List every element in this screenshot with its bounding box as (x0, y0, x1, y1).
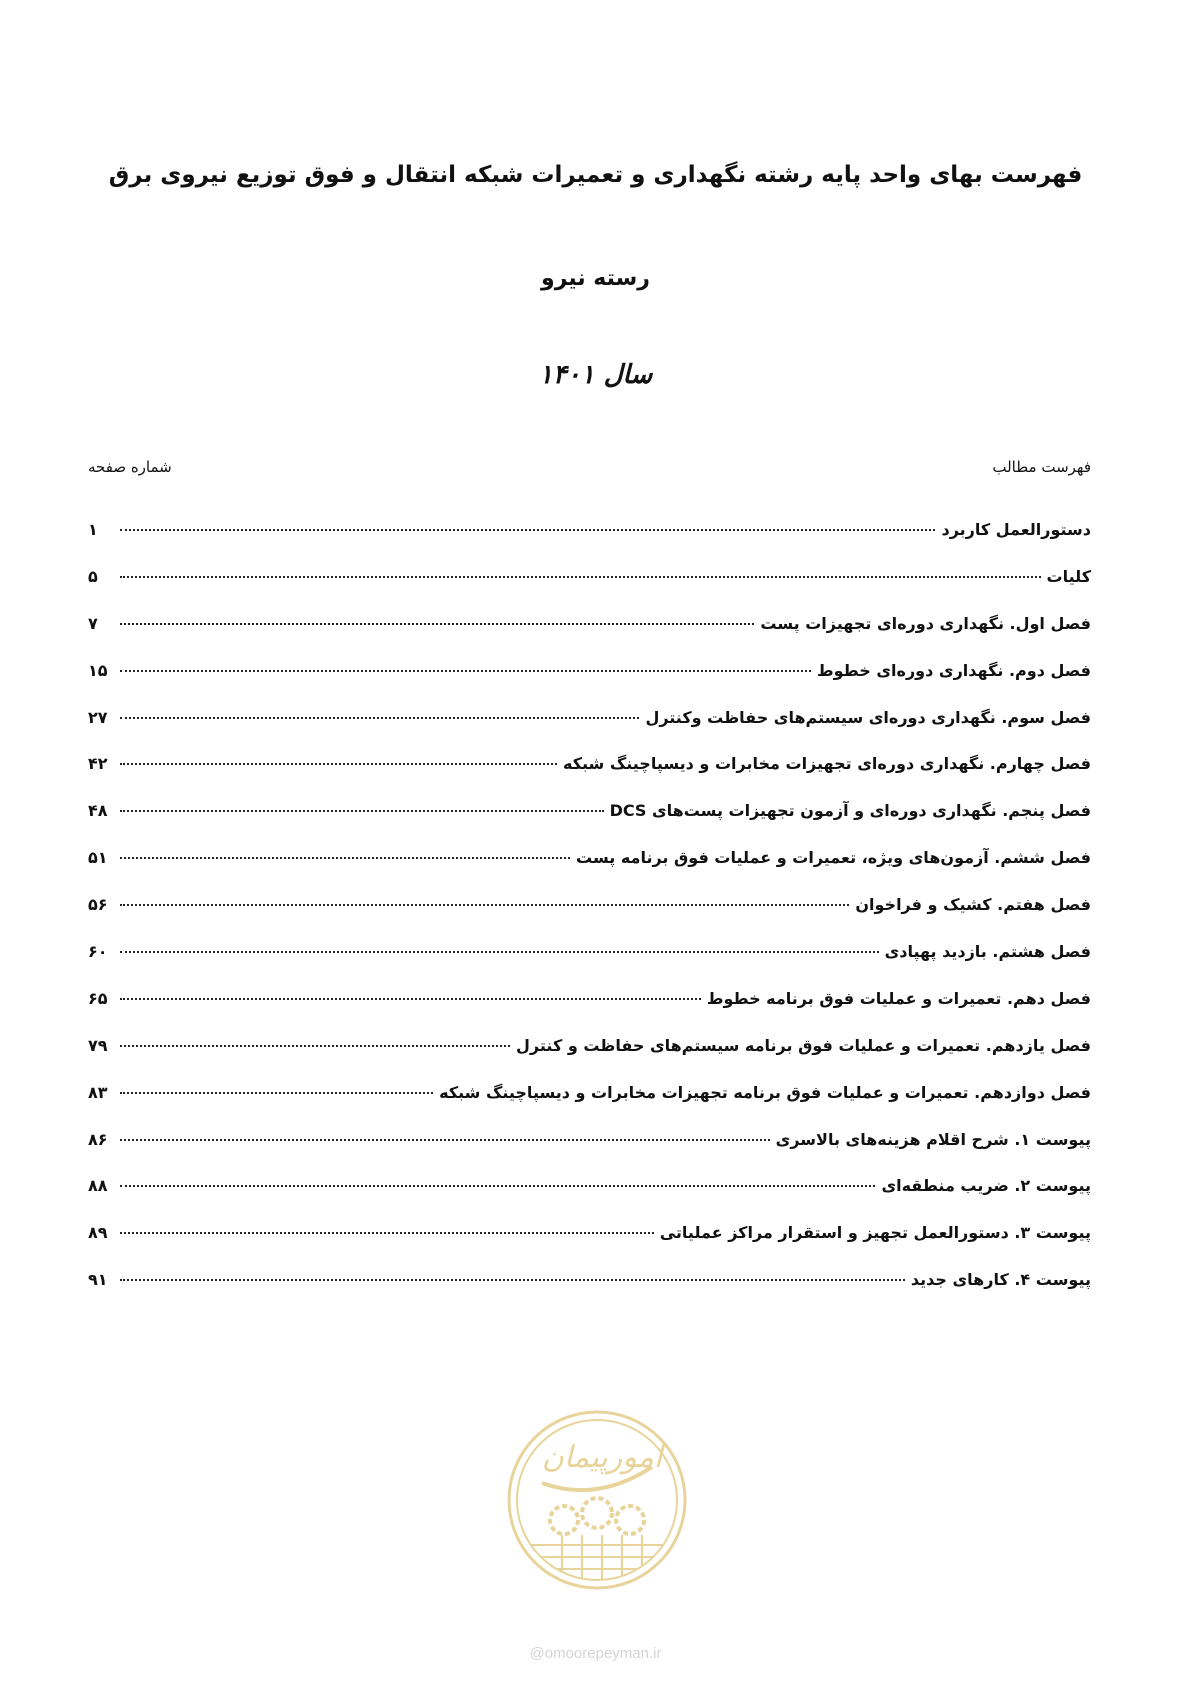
toc-entry-title: فصل پنجم. نگهداری دوره‌ای و آزمون تجهیزات پست‌های DCS (609, 801, 1091, 821)
toc-entry-page: ۱۵ (88, 660, 108, 680)
document-subtitle: رسته نیرو (541, 266, 650, 291)
toc-entry-page: ۲۷ (88, 707, 108, 727)
toc-entry-page: ۷۹ (88, 1035, 108, 1055)
toc-heading: فهرست مطالب (992, 458, 1091, 476)
toc-entry (88, 1176, 1091, 1223)
watermark-logo-text: امورپیمان (541, 1440, 663, 1475)
toc-entry-title: پیوست ۱. شرح اقلام هزینه‌های بالاسری (775, 1129, 1091, 1149)
toc-entry (88, 989, 1091, 1036)
toc-entry-page: ۸۸ (88, 1176, 108, 1196)
toc-entry (88, 1270, 1091, 1317)
toc-page-heading: شماره صفحه (88, 458, 172, 476)
toc-entry-title: دستورالعمل کاربرد (941, 520, 1091, 539)
toc-entry (88, 520, 1091, 567)
toc-dot-leader (120, 1045, 510, 1047)
toc-entry (88, 1083, 1091, 1130)
toc-dot-leader (120, 1279, 905, 1281)
toc-dot-leader (120, 670, 811, 672)
toc-entry-title: فصل هشتم. بازدید پهپادی (884, 942, 1091, 962)
toc-entry-page: ۸۳ (88, 1082, 108, 1102)
toc-entry-page: ۴۲ (88, 754, 108, 774)
toc-entry (88, 1036, 1091, 1083)
toc-entry-title: فصل اول. نگهداری دوره‌ای تجهیزات پست (760, 613, 1091, 633)
toc-dot-leader (120, 1092, 433, 1094)
toc-entry-title: فصل سوم. نگهداری دوره‌ای سیستم‌های حفاظت وکنترل (645, 707, 1091, 727)
toc-entry-page: ۵۶ (88, 895, 108, 915)
toc-dot-leader (120, 998, 701, 1000)
toc-entry (88, 567, 1091, 614)
toc-entry (88, 895, 1091, 942)
toc-entry (88, 661, 1091, 708)
toc-header (88, 458, 1091, 476)
toc-dot-leader (120, 529, 935, 531)
toc-dot-leader (120, 717, 639, 719)
toc-entry-page: ۶۰ (88, 942, 108, 962)
document-year: سال ۱۴۰۱ (538, 360, 653, 390)
toc-entry-title: فصل دهم. تعمیرات و عملیات فوق برنامه خطوط (706, 988, 1091, 1008)
watermark-logo (502, 1405, 692, 1595)
toc-dot-leader (120, 951, 879, 953)
toc-entry-title: فصل هفتم. کشیک و فراخوان (855, 895, 1091, 915)
toc-dot-leader (120, 1232, 654, 1234)
toc-dot-leader (120, 623, 754, 625)
toc-entry-page: ۸۹ (88, 1223, 108, 1243)
toc-entry-title: فصل دوم. نگهداری دوره‌ای خطوط (817, 660, 1091, 680)
toc-dot-leader (120, 1185, 875, 1187)
toc-entry (88, 754, 1091, 801)
toc-entry-title: پیوست ۴. کارهای جدید (910, 1270, 1091, 1290)
watermark-url: @omoorepeyman.ir (529, 1645, 662, 1662)
toc-entry-page: ۷ (88, 613, 98, 633)
toc-entry-title: فصل دوازدهم. تعمیرات و عملیات فوق برنامه تجهیزات مخابرات و دیسپاچینگ شبکه (439, 1082, 1091, 1102)
toc-dot-leader (120, 857, 570, 859)
toc-entry-title: کلیات (1046, 566, 1091, 586)
toc-entry-title: پیوست ۲. ضریب منطقه‌ای (881, 1176, 1091, 1196)
toc-entry-page: ۴۸ (88, 801, 108, 821)
document-title: فهرست بهای واحد پایه رشته نگهداری و تعمیرات شبکه انتقال و فوق توزیع نیروی برق (108, 162, 1083, 188)
toc-entry-title: پیوست ۳. دستورالعمل تجهیز و استقرار مراکز عملیاتی (659, 1223, 1091, 1243)
toc-entry (88, 801, 1091, 848)
toc-dot-leader (120, 810, 604, 812)
toc-entry-page: ۵ (88, 566, 98, 586)
toc-dot-leader (120, 1139, 770, 1141)
toc-entry-page: ۹۱ (88, 1270, 108, 1290)
toc-entry-page: ۵۱ (88, 848, 108, 868)
toc-entry-page: ۱ (88, 520, 98, 539)
toc-entry-title: فصل چهارم. نگهداری دوره‌ای تجهیزات مخابرات و دیسپاچینگ شبکه (563, 754, 1091, 774)
toc-dot-leader (120, 904, 849, 906)
toc-entry (88, 942, 1091, 989)
toc-entry-title: فصل ششم. آزمون‌های ویژه، تعمیرات و عملیات فوق برنامه پست (576, 848, 1091, 868)
toc-entry (88, 708, 1091, 755)
toc-entry-page: ۸۶ (88, 1129, 108, 1149)
toc-entry (88, 848, 1091, 895)
toc-entry (88, 1223, 1091, 1270)
toc-entry (88, 614, 1091, 661)
toc-entry (88, 1130, 1091, 1177)
table-of-contents (88, 520, 1091, 1317)
toc-dot-leader (120, 576, 1041, 578)
toc-entry-page: ۶۵ (88, 988, 108, 1008)
toc-entry-title: فصل یازدهم. تعمیرات و عملیات فوق برنامه سیستم‌های حفاظت و کنترل (516, 1035, 1091, 1055)
toc-dot-leader (120, 763, 557, 765)
